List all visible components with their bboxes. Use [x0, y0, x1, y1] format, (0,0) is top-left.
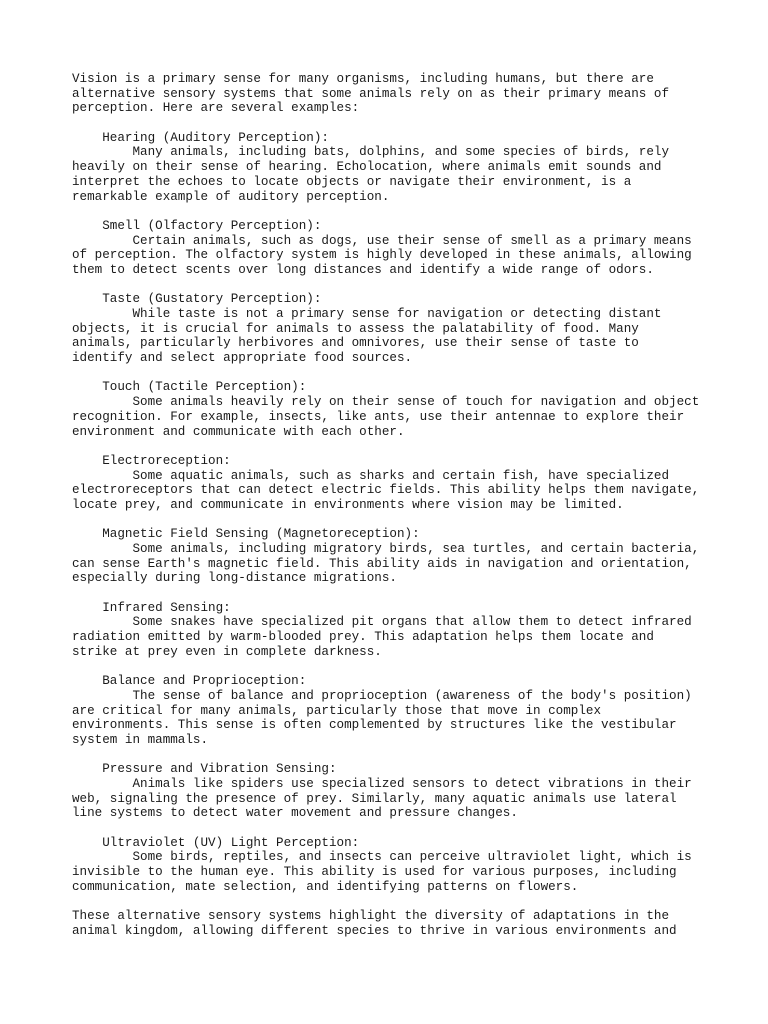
- text-line: Some animals heavily rely on their sense of touch for navigation and object: [72, 395, 700, 410]
- text-line: them to detect scents over long distances and identify a wide range of odors.: [72, 262, 654, 277]
- section-heading: Electroreception:: [72, 453, 231, 468]
- paragraph-ultraviolet: [72, 836, 712, 895]
- text-line: animals, particularly herbivores and omnivores, use their sense of taste to: [72, 336, 639, 351]
- text-line: environments. This sense is often complemented by structures like the vestibular: [72, 718, 677, 733]
- paragraph-vibration: [72, 762, 712, 821]
- paragraph-infrared: [72, 601, 712, 660]
- section-heading: Smell (Olfactory Perception):: [72, 218, 322, 233]
- text-line: While taste is not a primary sense for navigation or detecting distant: [72, 307, 662, 321]
- text-line: recognition. For example, insects, like ants, use their antennae to explore their: [72, 409, 685, 424]
- text-line: Vision is a primary sense for many organisms, including humans, but there are: [72, 72, 654, 86]
- section-heading: Ultraviolet (UV) Light Perception:: [72, 835, 360, 850]
- section-heading: Balance and Proprioception:: [72, 674, 307, 689]
- text-line: interpret the echoes to locate objects or navigate their environment, is a: [72, 174, 632, 189]
- text-line: animal kingdom, allowing different species to thrive in various environments and: [72, 923, 677, 938]
- paragraph-conclusion: [72, 909, 712, 938]
- section-heading: Pressure and Vibration Sensing:: [72, 762, 337, 777]
- paragraph-magnetoreception: [72, 527, 712, 586]
- text-line: are critical for many animals, particularly those that move in complex: [72, 703, 602, 718]
- text-line: identify and select appropriate food sources.: [72, 351, 413, 366]
- section-heading: Taste (Gustatory Perception):: [72, 292, 322, 307]
- text-line: electroreceptors that can detect electric fields. This ability helps them navigate,: [72, 483, 700, 498]
- text-line: communication, mate selection, and identifying patterns on flowers.: [72, 879, 579, 894]
- text-line: Some animals, including migratory birds, sea turtles, and certain bacteria,: [72, 542, 700, 556]
- text-line: The sense of balance and proprioception (awareness of the body's position): [72, 688, 692, 703]
- text-line: strike at prey even in complete darkness.: [72, 644, 382, 659]
- section-heading: Touch (Tactile Perception):: [72, 380, 307, 395]
- text-line: environment and communicate with each other.: [72, 424, 405, 439]
- text-line: Many animals, including bats, dolphins, and some species of birds, rely: [72, 145, 670, 160]
- text-line: objects, it is crucial for animals to assess the palatability of food. Many: [72, 321, 639, 336]
- text-line: can sense Earth's magnetic field. This ability aids in navigation and orientation,: [72, 556, 692, 571]
- paragraph-smell: [72, 219, 712, 278]
- document-page: [72, 72, 712, 953]
- text-line: Animals like spiders use specialized sensors to detect vibrations in their: [72, 777, 692, 791]
- text-line: remarkable example of auditory perception.: [72, 189, 390, 204]
- text-line: perception. Here are several examples:: [72, 101, 360, 116]
- text-line: especially during long-distance migrations.: [72, 571, 397, 586]
- text-line: web, signaling the presence of prey. Similarly, many aquatic animals use lateral: [72, 791, 677, 806]
- paragraph-electroreception: [72, 454, 712, 513]
- text-line: system in mammals.: [72, 732, 209, 747]
- text-line: Certain animals, such as dogs, use their sense of smell as a primary means: [72, 233, 692, 248]
- section-heading: Infrared Sensing:: [72, 600, 231, 615]
- text-line: radiation emitted by warm-blooded prey. This adaptation helps them locate and: [72, 630, 654, 645]
- text-line: These alternative sensory systems highlight the diversity of adaptations in the: [72, 909, 670, 924]
- text-line: Some birds, reptiles, and insects can perceive ultraviolet light, which is: [72, 850, 692, 865]
- text-line: Some snakes have specialized pit organs that allow them to detect infrared: [72, 615, 692, 630]
- paragraph-hearing: [72, 131, 712, 204]
- text-line: invisible to the human eye. This ability is used for various purposes, including: [72, 865, 677, 880]
- paragraph-touch: [72, 380, 712, 439]
- text-line: Some aquatic animals, such as sharks and certain fish, have specialized: [72, 468, 670, 483]
- text-line: line systems to detect water movement and pressure changes.: [72, 806, 518, 821]
- text-line: heavily on their sense of hearing. Echolocation, where animals emit sounds and: [72, 160, 662, 175]
- paragraph-taste: [72, 292, 712, 365]
- text-line: of perception. The olfactory system is highly developed in these animals, allowing: [72, 248, 692, 263]
- section-heading: Hearing (Auditory Perception):: [72, 130, 329, 145]
- section-heading: Magnetic Field Sensing (Magnetoreception):: [72, 527, 420, 542]
- text-line: alternative sensory systems that some animals rely on as their primary means of: [72, 86, 670, 101]
- paragraph-intro: [72, 72, 712, 116]
- text-line: locate prey, and communicate in environments where vision may be limited.: [72, 497, 624, 512]
- paragraph-balance: [72, 674, 712, 747]
